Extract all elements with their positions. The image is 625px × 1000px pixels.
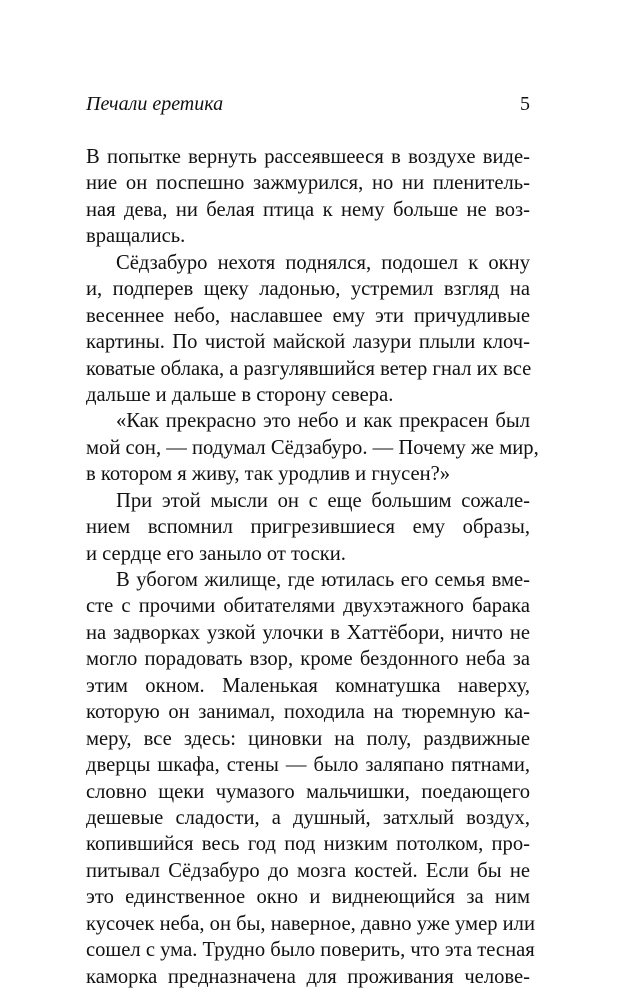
text-line: дверцы шкафа, стены — было заляпано пятнами, [86, 754, 530, 777]
text-line: питывал Сёдзабуро до мозга костей. Если бы не [86, 859, 530, 882]
text-line: картины. По чистой майской лазури плыли клоч- [86, 331, 530, 354]
text-line: копившийся весь год под низким потолком, про- [86, 833, 530, 856]
text-line: нием вспомнил пригрезившиеся ему образы, [86, 516, 530, 539]
text-line: вращались. [86, 225, 186, 248]
text-line: весеннее небо, наславшее ему эти причудливые [86, 304, 530, 327]
text-line: При этой мысли он с еще большим сожале- [116, 489, 530, 512]
text-line: меру, все здесь: циновки на полу, раздвижные [86, 727, 530, 750]
text-line: В убогом жилище, где ютилась его семья вме- [116, 569, 530, 591]
text-line: на задворках узкой улочки в Хаттёбори, ничто не [86, 621, 530, 644]
text-line: которую он занимал, походила на тюремную ка- [86, 701, 530, 724]
text-line: и, подперев щеку ладонью, устремил взгляд на [86, 278, 530, 301]
text-line: каморка предназначена для проживания челове- [86, 965, 530, 988]
text-line: коватые облака, а разгулявшийся ветер гнал их все [86, 357, 532, 380]
text-line: ние он поспешно зажмурился, но ни пленитель- [86, 172, 530, 195]
text-line: Сёдзабуро нехотя поднялся, подошел к окну [116, 251, 530, 274]
text-line: кусочек неба, он бы, наверное, давно уже умер или [86, 912, 535, 935]
text-line: дальше и дальше в сторону севера. [86, 383, 394, 406]
page-number: 5 [520, 93, 530, 115]
text-line: это единственное окно и виднеющийся за ним [86, 886, 530, 909]
text-line: сошел с ума. Трудно было поверить, что эта тесная [86, 939, 535, 962]
text-line: могло порадовать взор, кроме бездонного неба за [86, 648, 530, 671]
text-line: «Как прекрасно это небо и как прекрасен был [116, 410, 530, 433]
text-line: ная дева, ни белая птица к нему больше не воз- [86, 198, 530, 221]
running-title: Печали еретика [86, 93, 224, 115]
body-text [86, 144, 539, 990]
text-line: в котором я живу, так уродлив и гнусен?» [86, 463, 451, 486]
text-line: дешевые сладости, а душный, затхлый воздух, [86, 806, 530, 829]
text-line: мой сон, — подумал Сёдзабуро. — Почему же мир, [86, 436, 539, 459]
text-line: этим окном. Маленькая комнатушка наверху, [86, 674, 530, 697]
running-header [86, 92, 530, 116]
text-line: словно щеки чумазого мальчишки, поедающего [86, 780, 530, 803]
text-line: и сердце его заныло от тоски. [86, 542, 346, 565]
text-line: В попытке вернуть рассеявшееся в воздухе виде- [86, 146, 530, 168]
text-line: сте с прочими обитателями двухэтажного барака [86, 595, 530, 618]
